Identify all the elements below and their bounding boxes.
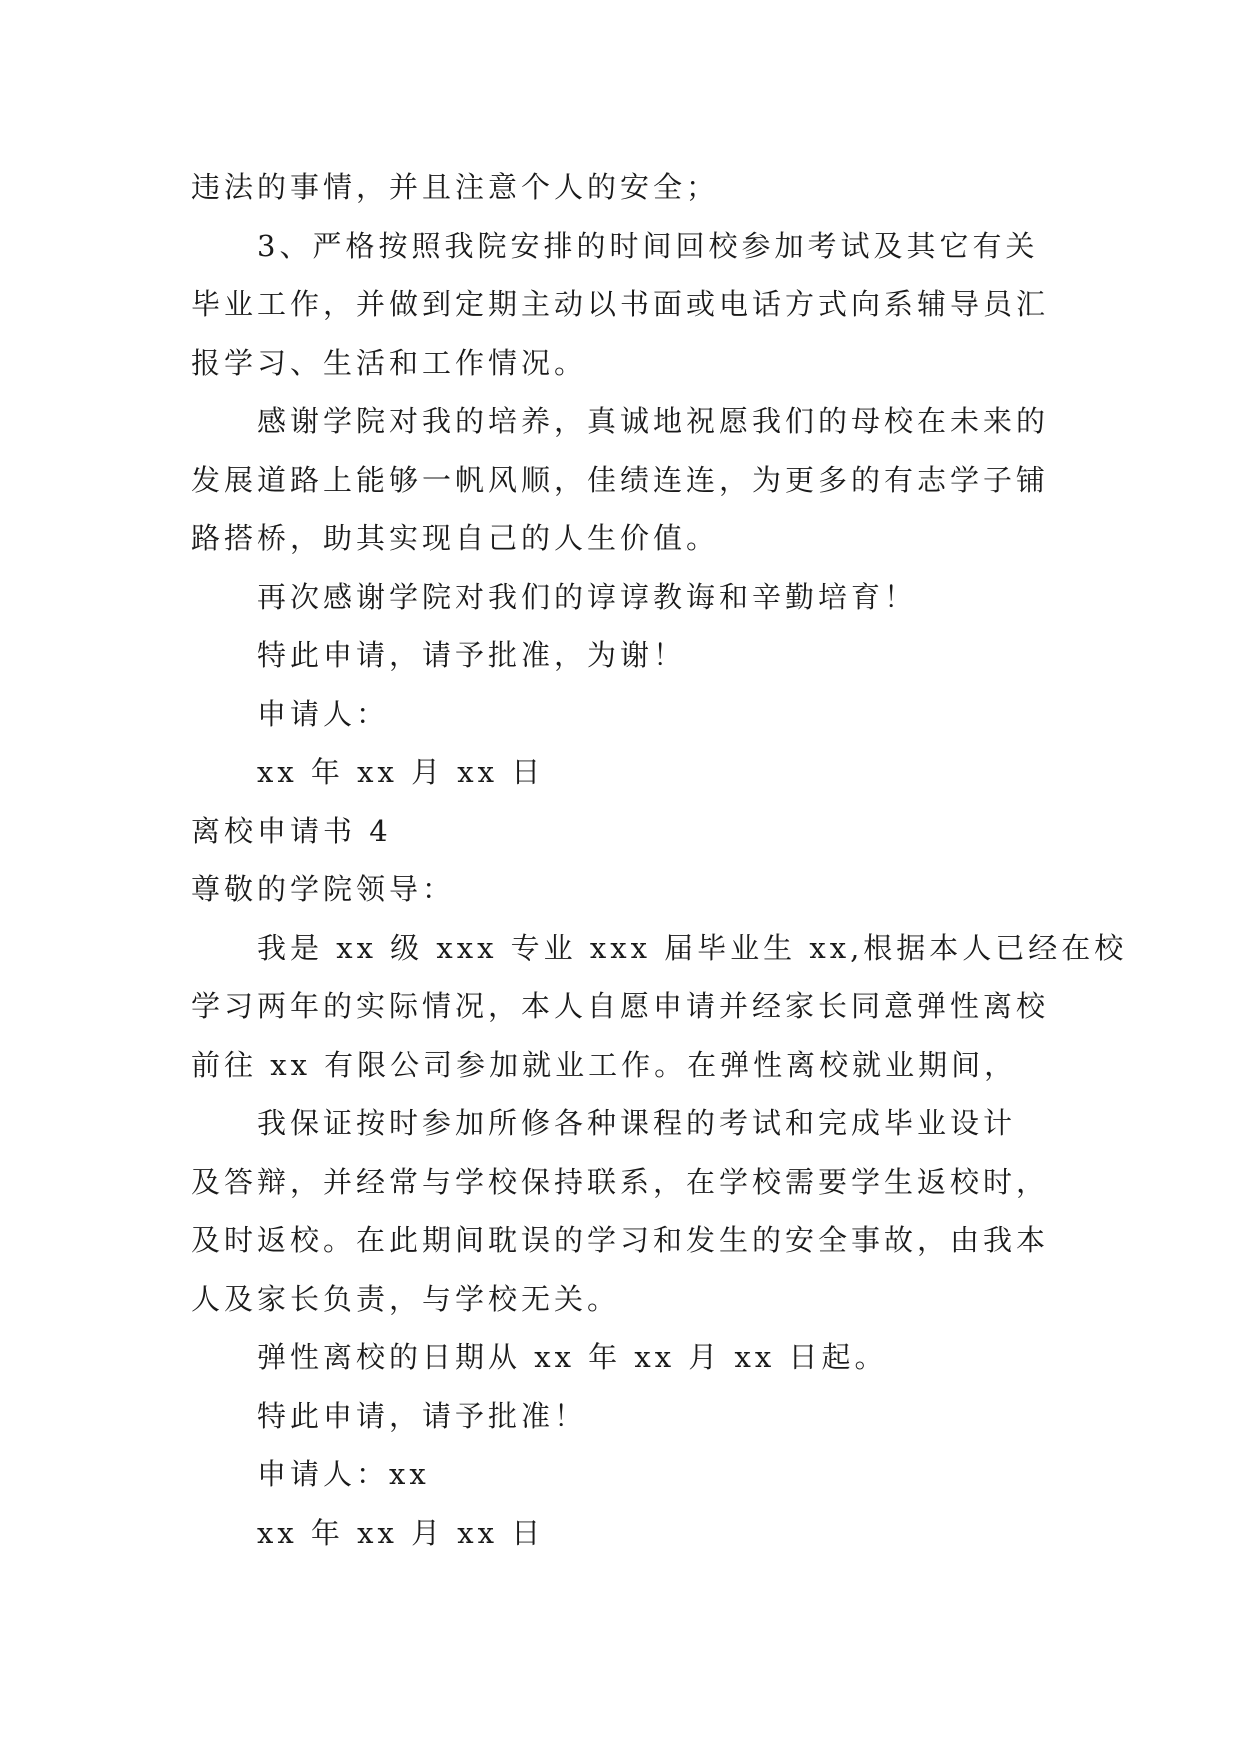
body-text-line: 违法的事情，并且注意个人的安全； [191, 170, 720, 204]
body-text-line: 及时返校。在此期间耽误的学习和发生的安全事故，由我本 [191, 1223, 1050, 1257]
closing-request-line: 特此申请，请予批准！ [257, 1398, 588, 1433]
section-title: 离校申请书 4 [191, 813, 392, 848]
body-text-line: 路搭桥，助其实现自己的人生价值。 [191, 521, 720, 555]
body-text-line: 学习两年的实际情况，本人自愿申请并经家长同意弹性离校 [191, 989, 1050, 1023]
document-page [191, 158, 1128, 1562]
guarantee-paragraph: 我保证按时参加所修各种课程的考试和完成毕业设计 [257, 1106, 1017, 1140]
body-text-line: 及答辩，并经常与学校保持联系，在学校需要学生返校时， [191, 1164, 1050, 1199]
body-text-line: 前往 xx 有限公司参加就业工作。在弹性离校就业期间， [191, 1047, 1018, 1082]
intro-paragraph: 我是 xx 级 xxx 专业 xxx 届毕业生 xx,根据本人已经在校 [257, 930, 1128, 965]
date-line: xx 年 xx 月 xx 日 [257, 755, 545, 789]
thanks-paragraph: 感谢学院对我的培养，真诚地祝愿我们的母校在未来的 [257, 404, 1050, 438]
body-text-line: 人及家长负责，与学校无关。 [191, 1281, 621, 1316]
paragraph-item-3: 3、严格按照我院安排的时间回校参加考试及其它有关 [257, 228, 1039, 263]
applicant-label: 申请人： [257, 696, 390, 731]
date-line: xx 年 xx 月 xx 日 [257, 1515, 545, 1550]
leave-date-line: 弹性离校的日期从 xx 年 xx 月 xx 日起。 [257, 1340, 888, 1374]
thanks-again-line: 再次感谢学院对我们的谆谆教诲和辛勤培育！ [257, 579, 918, 614]
closing-request-line: 特此申请，请予批准，为谢！ [257, 638, 687, 672]
body-text-line: 报学习、生活和工作情况。 [191, 345, 588, 380]
body-text-line: 发展道路上能够一帆风顺，佳绩连连，为更多的有志学子铺 [191, 462, 1050, 497]
body-text-line: 毕业工作，并做到定期主动以书面或电话方式向系辅导员汇 [191, 287, 1050, 321]
salutation: 尊敬的学院领导： [191, 872, 456, 906]
applicant-label: 申请人：xx [257, 1457, 430, 1491]
